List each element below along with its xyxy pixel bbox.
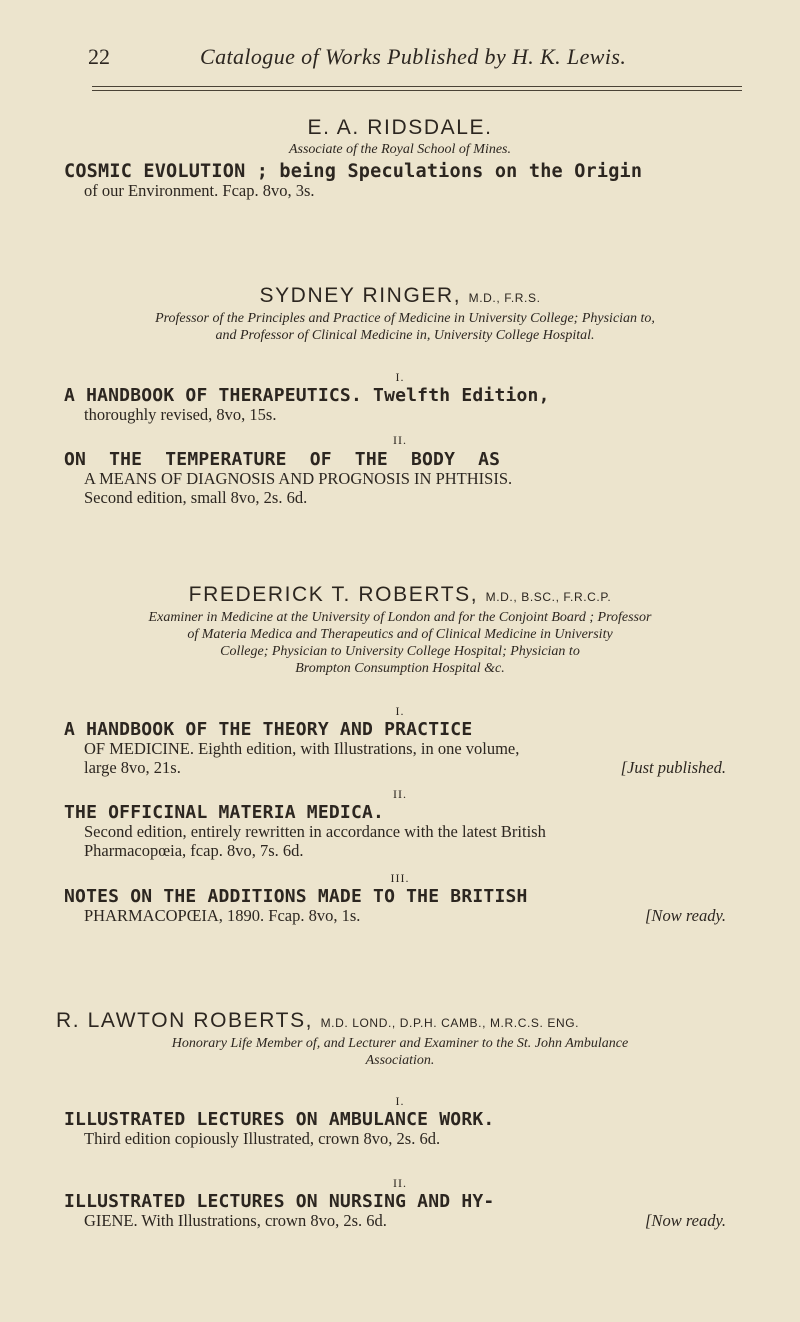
- work-entry-temperature-body: [64, 450, 740, 507]
- description-line: and Professor of Clinical Medicine in, University College Hospital.: [215, 328, 595, 343]
- author-heading-lawton-roberts: [56, 1009, 579, 1033]
- publication-status: [Now ready.: [645, 906, 726, 925]
- author-degrees: M.D., B.SC., F.R.C.P.: [485, 590, 612, 604]
- numeral: II.: [393, 1176, 407, 1190]
- work-title: THE OFFICINAL MATERIA MEDICA.: [64, 802, 385, 823]
- work-title: ILLUSTRATED LECTURES ON AMBULANCE WORK.: [64, 1109, 495, 1130]
- work-details: Second edition, entirely rewritten in accordance with the latest British: [84, 822, 546, 841]
- page-number: 22: [88, 44, 110, 69]
- work-details: GIENE. With Illustrations, crown 8vo, 2s. 6d.: [84, 1211, 387, 1230]
- work-details: Second edition, small 8vo, 2s. 6d.: [84, 488, 308, 507]
- author-name: SYDNEY RINGER,: [259, 284, 462, 307]
- numeral: III.: [390, 871, 410, 885]
- numeral: I.: [395, 1094, 405, 1108]
- work-details: Third edition copiously Illustrated, crown 8vo, 2s. 6d.: [84, 1129, 441, 1148]
- author-degrees: M.D. LOND., D.P.H. CAMB., M.R.C.S. ENG.: [320, 1016, 580, 1030]
- work-title: A HANDBOOK OF THERAPEUTICS. Twelfth Edition,: [64, 385, 550, 406]
- work-entry-handbook-therapeutics: [64, 386, 740, 424]
- description-line: Examiner in Medicine at the University of London and for the Conjoint Board ; Professor: [148, 610, 652, 625]
- numeral: II.: [393, 787, 407, 801]
- work-title: ON THE TEMPERATURE OF THE BODY AS: [64, 449, 501, 470]
- work-details: Pharmacopœia, fcap. 8vo, 7s. 6d.: [84, 841, 304, 860]
- author-heading-ringer: [0, 284, 800, 308]
- description-line: Brompton Consumption Hospital &c.: [295, 661, 505, 676]
- numeral: II.: [393, 433, 407, 447]
- author-name: E. A. RIDSDALE.: [307, 116, 493, 139]
- work-title: COSMIC EVOLUTION ; being Speculations on the Origin: [64, 161, 643, 182]
- publication-status: [Now ready.: [645, 1211, 726, 1230]
- work-details: A MEANS OF DIAGNOSIS AND PROGNOSIS IN PHTHISIS.: [84, 469, 513, 488]
- header-rule-thin: [92, 90, 742, 91]
- running-title: Catalogue of Works Published by H. K. Lewis.: [200, 44, 627, 69]
- author-degrees: M.D., F.R.S.: [468, 291, 541, 305]
- work-entry-ambulance-work: [64, 1110, 740, 1148]
- work-details: OF MEDICINE. Eighth edition, with Illustrations, in one volume,: [84, 739, 520, 758]
- work-title: NOTES ON THE ADDITIONS MADE TO THE BRITISH: [64, 886, 528, 907]
- author-heading-ridsdale: [0, 116, 800, 140]
- work-entry-cosmic-evolution: [64, 162, 740, 200]
- numeral: I.: [395, 370, 405, 384]
- author-name: FREDERICK T. ROBERTS,: [188, 583, 479, 606]
- author-description-ringer: [60, 310, 750, 344]
- description-line: College; Physician to University College Hospital; Physician to: [220, 644, 580, 659]
- work-details: PHARMACOPŒIA, 1890. Fcap. 8vo, 1s.: [84, 906, 361, 925]
- running-head: [88, 44, 740, 74]
- description-line: of Materia Medica and Therapeutics and of Clinical Medicine in University: [187, 627, 613, 642]
- author-description-ridsdale: Associate of the Royal School of Mines.: [288, 142, 511, 157]
- publication-status: [Just published.: [620, 758, 726, 777]
- work-title: ILLUSTRATED LECTURES ON NURSING AND HY-: [64, 1191, 495, 1212]
- description-line: Professor of the Principles and Practice of Medicine in University College; Physician to,: [155, 311, 655, 326]
- author-heading-frederick-roberts: [0, 583, 800, 607]
- work-entry-theory-practice: [64, 720, 740, 777]
- author-name: R. LAWTON ROBERTS,: [56, 1009, 314, 1032]
- work-entry-officinal-materia-medica: [64, 803, 740, 860]
- work-details: large 8vo, 21s.: [84, 758, 181, 777]
- description-line: Association.: [365, 1053, 435, 1068]
- work-details: thoroughly revised, 8vo, 15s.: [84, 405, 277, 424]
- work-entry-nursing-hygiene: [64, 1192, 740, 1230]
- author-description-lawton-roberts: [50, 1035, 750, 1069]
- work-details: of our Environment. Fcap. 8vo, 3s.: [84, 181, 315, 200]
- work-entry-notes-additions: [64, 887, 740, 925]
- header-rule: [92, 86, 742, 87]
- work-title: A HANDBOOK OF THE THEORY AND PRACTICE: [64, 719, 473, 740]
- numeral: I.: [395, 704, 405, 718]
- description-line: Honorary Life Member of, and Lecturer and Examiner to the St. John Ambulance: [171, 1036, 629, 1051]
- author-description-frederick-roberts: [50, 609, 750, 677]
